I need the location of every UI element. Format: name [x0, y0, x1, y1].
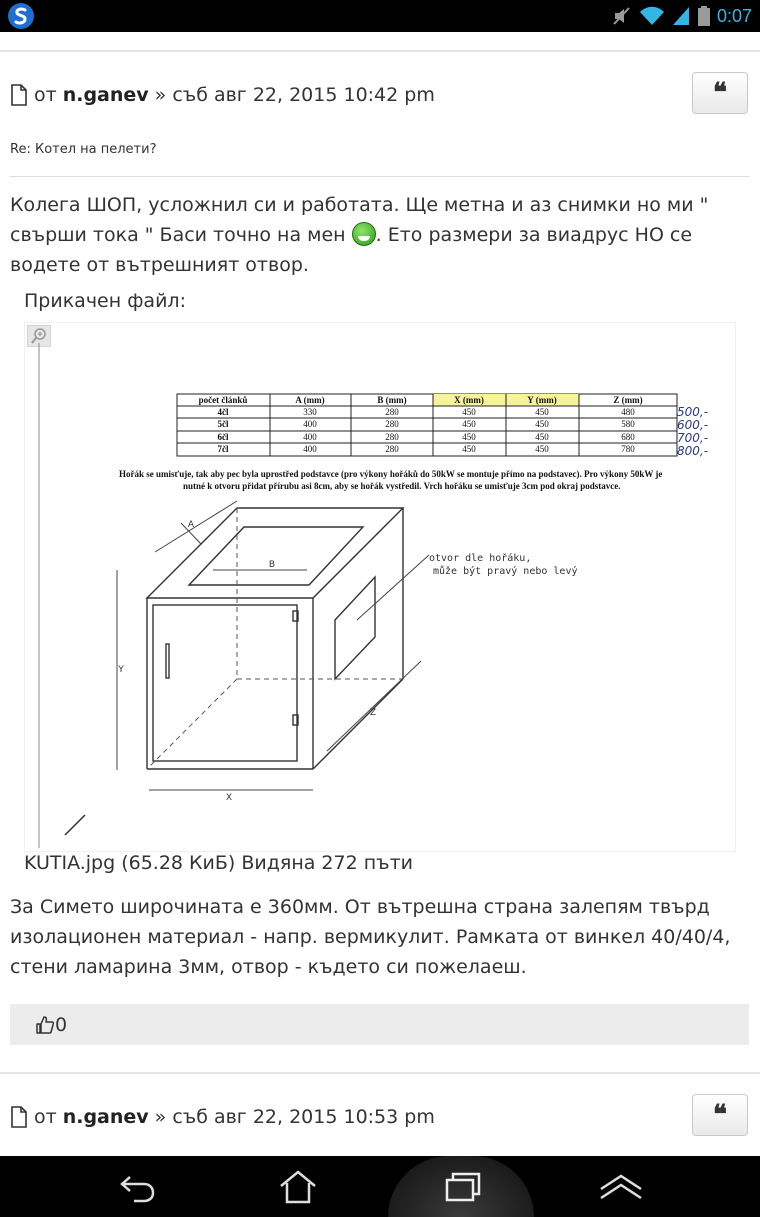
table-cell: 6čl [217, 432, 229, 442]
status-bar [0, 0, 760, 32]
table-cell: 450 [462, 444, 476, 454]
table-header: Z (mm) [613, 395, 643, 405]
recent-apps-icon [441, 1170, 481, 1204]
handwritten-price: 500,- [677, 405, 709, 419]
divider [0, 1072, 760, 1074]
table-cell: 400 [303, 432, 317, 442]
back-button[interactable] [88, 1156, 188, 1217]
home-icon [278, 1169, 318, 1205]
dimension-label-x: X [225, 793, 233, 803]
attachment-label: Прикачен файл: [24, 290, 186, 312]
drawing-note: Hořák se umisťuje, tak aby pec byla uprostřed podstavce (pro výkony hořáků do 50kW se montuje přímo na podstavec). Pro výkony 50kW je [119, 469, 663, 479]
handwritten-price: 800,- [677, 444, 709, 458]
like-bar [10, 1004, 749, 1045]
table-cell: 280 [385, 419, 399, 429]
dimension-label-a: A [187, 520, 195, 530]
post-body-continued: За Симето широчината е 360мм. От вътрешна страна залепям твърд изолационен материал - напр. вермикулит. Рамката от винкел 40/40/4, стени ламарина 3мм, отвор - където си пожелаеш. [10, 896, 731, 978]
dimension-label-y: Y [118, 665, 124, 675]
handwritten-price: 700,- [677, 431, 709, 445]
drawing-callout: může být pravý nebo levý [433, 566, 578, 577]
table-cell: 280 [385, 432, 399, 442]
table-cell: 450 [462, 407, 476, 417]
app-logo-icon [8, 3, 34, 29]
smiley-icon [352, 222, 376, 246]
table-cell: 5čl [217, 419, 229, 429]
table-cell: 450 [535, 444, 549, 454]
thumbs-up-icon[interactable] [35, 1015, 55, 1035]
back-icon [118, 1171, 158, 1203]
menu-chevron-icon [598, 1172, 644, 1202]
topic-content [0, 32, 760, 1156]
post-header [10, 1102, 435, 1132]
table-cell: 4čl [217, 407, 229, 417]
table-cell: 400 [303, 419, 317, 429]
post-prefix: от [34, 84, 57, 106]
recent-apps-button[interactable] [411, 1156, 511, 1217]
table-cell: 680 [621, 432, 635, 442]
divider [0, 50, 760, 52]
post-file-icon[interactable] [10, 84, 28, 106]
battery-icon [697, 5, 711, 27]
wifi-icon [639, 5, 665, 27]
status-time: 0:07 [716, 5, 752, 26]
table-header: X (mm) [454, 395, 484, 405]
post-subject: Re: Котел на пелети? [10, 142, 157, 157]
post-author-link[interactable]: n.ganev [62, 84, 149, 106]
divider [10, 176, 749, 177]
attachment-image[interactable] [24, 322, 736, 852]
quote-button[interactable]: ❝ [692, 72, 748, 114]
dimension-label-b: B [268, 560, 276, 570]
table-cell: 280 [385, 407, 399, 417]
table-header: počet článků [198, 395, 248, 405]
signal-icon [671, 5, 691, 27]
technical-drawing [25, 323, 735, 851]
table-cell: 450 [535, 432, 549, 442]
table-cell: 580 [621, 419, 635, 429]
dimension-label-z: Z [369, 708, 377, 718]
drawing-callout: otvor dle hořáku, [429, 553, 532, 564]
post-date: » съб авг 22, 2015 10:42 pm [154, 84, 435, 106]
table-header: B (mm) [377, 395, 407, 405]
post-text-part: Колега ШОП, усложнил си и работата. Ще метна и аз снимки но ми " свърши тока " Баси точно на мен [10, 194, 709, 246]
table-header: A (mm) [295, 395, 325, 405]
menu-button[interactable] [571, 1156, 671, 1217]
post-prefix: от [34, 1106, 57, 1128]
attachment-caption[interactable]: KUTIA.jpg (65.28 КиБ) Видяна 272 пъти [24, 852, 413, 874]
table-cell: 450 [462, 419, 476, 429]
table-cell: 780 [621, 444, 635, 454]
table-cell: 330 [303, 407, 317, 417]
handwritten-price: 600,- [677, 418, 709, 432]
navigation-bar [0, 1156, 760, 1217]
post-body [10, 190, 750, 280]
post-file-icon[interactable] [10, 1106, 28, 1128]
drawing-note: nutné k otvoru přidat přírubu asi 8cm, aby se hořák vystředil. Vrch hořáku se umisťuje 3cm pod okraj podstavce. [183, 481, 621, 491]
table-cell: 450 [535, 407, 549, 417]
table-cell: 7čl [217, 444, 229, 454]
mute-icon [611, 5, 633, 27]
table-header: Y (mm) [527, 395, 557, 405]
post-author-link[interactable]: n.ganev [62, 1106, 149, 1128]
home-button[interactable] [248, 1156, 348, 1217]
table-cell: 450 [462, 432, 476, 442]
post-text-part: . Ето размери за виадрус НО се водете от вътрешният отвор. [10, 224, 693, 276]
table-cell: 480 [621, 407, 635, 417]
post-header [10, 80, 435, 110]
post-date: » съб авг 22, 2015 10:53 pm [154, 1106, 435, 1128]
table-cell: 280 [385, 444, 399, 454]
table-cell: 450 [535, 419, 549, 429]
quote-button[interactable]: ❝ [692, 1094, 748, 1136]
like-count: 0 [55, 1013, 68, 1036]
table-cell: 400 [303, 444, 317, 454]
